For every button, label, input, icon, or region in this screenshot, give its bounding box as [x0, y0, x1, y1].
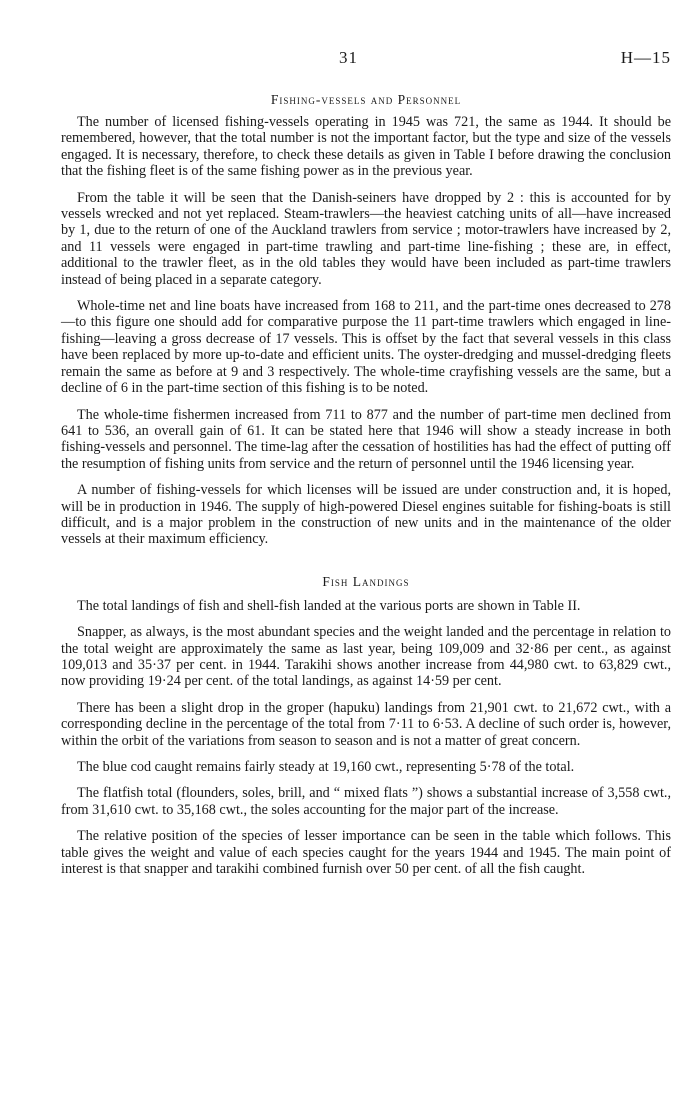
- section-fishing-vessels: [61, 92, 671, 548]
- paragraph: The total landings of fish and shell-fish landed at the various ports are shown in Table II.: [77, 597, 581, 614]
- paragraph: The relative position of the species of lesser importance can be seen in the table which follows. This table gives the weight and value of each species caught for the years 1944 and 1945. The main point of interest is that snapper and tarakihi combined furnish over 50 per cent. of all the fish caught.: [61, 828, 671, 878]
- page-header: [61, 48, 671, 70]
- paragraph: Whole-time net and line boats have increased from 168 to 211, and the part-time ones decreased to 278—to this figure one should add for comparative purpose the 11 part-time trawlers which engaged in line-fishing—leaving a gross decrease of 17 vessels. This is offset by the fact that several vessels in this class have been replaced by more up-to-date and efficient units. The oyster-dredging and mussel-dredging fleets remain the same as before at 9 and 3 respectively. The whole-time crayfishing vessels are the same, but a decline of 6 in the part-time section of this fishing is to be noted.: [61, 298, 671, 397]
- paragraph: The whole-time fishermen increased from 711 to 877 and the number of part-time men declined from 641 to 536, an overall gain of 61. It can be stated here that 1946 will show a steady increase in both fishing-vessels and personnel. The time-lag after the cessation of hostilities has had the effect of putting off the resumption of fishing units from service and the return of personnel until the 1946 licensing year.: [61, 406, 671, 472]
- page-number: 31: [339, 48, 358, 67]
- section-heading: Fish Landings: [322, 573, 410, 589]
- paragraph: The number of licensed fishing-vessels operating in 1945 was 721, the same as 1944. It should be remembered, however, that the total number is not the important factor, but the type and size of the vessels engaged. It is necessary, therefore, to check these details as given in Table I before drawing the conclusion that the fishing fleet is of the same fishing power as in the previous year.: [61, 114, 671, 180]
- paragraph: The flatfish total (flounders, soles, brill, and “ mixed flats ”) shows a substantial increase of 3,558 cwt., from 31,610 cwt. to 35,168 cwt., the soles accounting for the major part of the increase.: [61, 785, 671, 818]
- section-heading: Fishing-vessels and Personnel: [270, 92, 462, 107]
- paragraph: The blue cod caught remains fairly steady at 19,160 cwt., representing 5·78 of the total.: [77, 759, 575, 775]
- section-fish-landings: [61, 574, 671, 878]
- paragraph: From the table it will be seen that the Danish-seiners have dropped by 2 : this is accounted for by vessels wrecked and not yet replaced. Steam-trawlers—the heaviest catching units of all—have increased by 1, due to the return of one of the Auckland trawlers from service ; motor-trawlers have increased by 2, and 11 vessels were engaged in part-time trawling and part-time line-fishing ; these are, in effect, additional to the trawler fleet, as in the old tables they would have been included as part-time trawlers instead of being placed in a separate category.: [61, 189, 671, 288]
- paragraph: There has been a slight drop in the groper (hapuku) landings from 21,901 cwt. to 21,672 cwt., with a corresponding decline in the percentage of the total from 7·11 to 6·53. A decline of such order is, however, within the orbit of the variations from season to season and is not a matter of great concern.: [61, 699, 671, 749]
- paragraph: A number of fishing-vessels for which licenses will be issued are under construction and, it is hoped, will be in production in 1946. The supply of high-powered Diesel engines suitable for fishing-boats is still difficult, and is a major problem in the construction of new units and in the maintenance of the older vessels at their maximum efficiency.: [61, 482, 671, 548]
- document-page: [61, 48, 671, 887]
- paragraph: Snapper, as always, is the most abundant species and the weight landed and the percentage in relation to the total weight are approximately the same as last year, being 109,009 and 32·86 per cent., as against 109,013 and 35·37 per cent. in 1944. Tarakihi shows another increase from 44,980 cwt. to 63,829 cwt., now providing 19·24 per cent. of the total landings, as against 14·59 per cent.: [61, 624, 671, 690]
- page-reference: H—15: [620, 48, 671, 67]
